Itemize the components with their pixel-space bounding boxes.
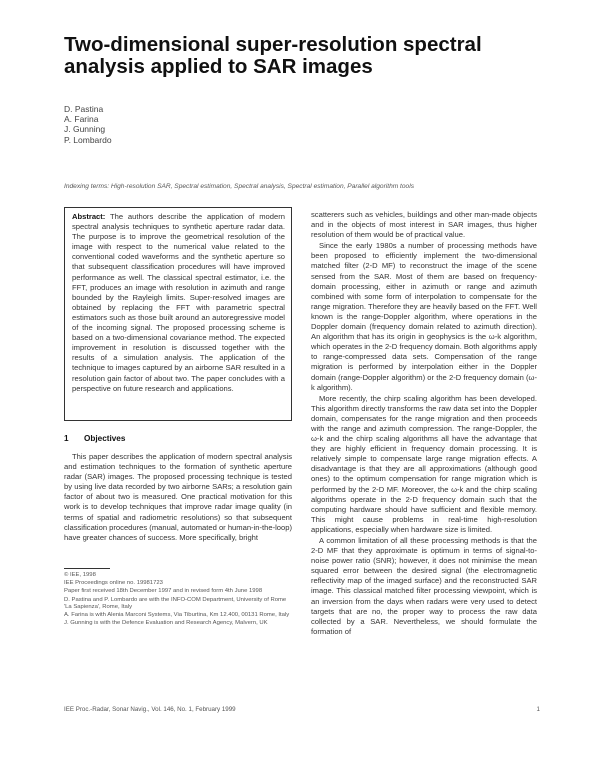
footnotes bbox=[64, 572, 292, 704]
journal-citation: IEE Proc.-Radar, Sonar Navig., Vol. 146, No. 1, February 1999 bbox=[64, 706, 236, 713]
footnote: A. Farina is with Alenia Marconi Systems, Via Tiburtina, Km 12.400, 00131 Rome, Italy bbox=[64, 612, 290, 619]
footnote-rule bbox=[64, 568, 110, 569]
abstract-label: Abstract: bbox=[72, 212, 106, 221]
abstract-text: The authors describe the application of modern spectral analysis techniques to synthetic aperture radar data. The purpose is to improve the geometrical resolution of the image with respect to the numerical value related to the conventional coded waveforms and the synthetic aperture so that subsequent classification procedures will have improved performance as well. The classical spectral estimator, i.e. the FFT, produces an image with resolution in azimuth and range bounded by the Rayleigh limits. Super-resolved images are obtained by replacing the FFT with parametric spectral estimators such as those built around an autoregressive model of the incoming signal. The proposed processing scheme is based on a two-dimensional covariance method. The expected improvement in resolution is discussed together with the results of a simulation analysis. The application of the technique to images captured by an airborne SAR resulted in a resolution gain factor of about two. The paper concludes with a perspective on future research and applications. bbox=[72, 212, 285, 393]
author: P. Lombardo bbox=[64, 134, 112, 145]
footnote: IEE Proceedings online no. 19981723 bbox=[64, 580, 163, 587]
body-paragraph: Since the early 1980s a number of processing methods have been proposed to efficiently implement the two-dimensional matched filter (2-D MF) to reconstruct the image of the scene sensed from the SAR. Most of them are based on frequency-domain processing, either in azimuth or range and azimuth combined with some form of interpolation to compensate for the range migration. Therefore they are heavily based on the FFT. Well known is the range-Doppler algorithm, where operations in the Doppler domain (frequency domain related to azimuth direction). An algorithm that has its origin in geophysics is the ω-k algorithm, which operates in the 2-D frequency domain. Both algorithms apply to range-compressed data sets. Compensation of the range migration is performed by interpolation either in the Doppler domain (range-Doppler algorithm) or the 2-D frequency domain (ω-k algorithm). bbox=[311, 241, 537, 392]
paper-title: Two-dimensional super-resolution spectral analysis applied to SAR images bbox=[64, 33, 482, 78]
footnote: © IEE, 1998 bbox=[64, 572, 96, 578]
author: A. Farina bbox=[64, 114, 99, 125]
abstract-box bbox=[64, 207, 292, 421]
body-paragraph: This paper describes the application of modern spectral analysis and estimation techniques to the formation of synthetic aperture radar (SAR) images. The proposed processing technique is tested by using live data recorded by two airborne SARs; a resolution gain factor of about two is measured. One practical motivation for this work is to develop techniques that improve radar image quality (in terms of spatial and radiometric resolutions) so that subsequent classification procedures (manual, automated or human-in-the-loop) have greater chances of success. More specifically, bright bbox=[64, 452, 292, 542]
section-title: Objectives bbox=[84, 434, 126, 443]
footnote: D. Pastina and P. Lombardo are with the INFO-COM Department, University of Rome 'La Sapienza', Rome, Italy bbox=[64, 596, 287, 610]
author: J. Gunning bbox=[64, 124, 106, 135]
footnote: J. Gunning is with the Defence Evaluation and Research Agency, Malvern, UK bbox=[64, 620, 268, 627]
body-paragraph: scatterers such as vehicles, buildings and other man-made objects and in the objects of most interest in SAR images, thus higher resolution of them would be of practical value. bbox=[311, 210, 537, 240]
body-paragraph: A common limitation of all these processing methods is that the 2-D MF that they approximate is optimum in terms of signal-to-noise power ratio (SNR); however, it does not minimise the mean squared error between the desired signal (the electromagnetic reflectivity map of the imaged surface) and the reconstructed SAR image. This classical matched filter processing viewpoint, which is an inversion from the days when radars were very used to detect targets that are no, the proper way to process the raw data collected by a SAR. Nevertheless, we should formulate the formation of bbox=[311, 536, 537, 636]
section-number: 1 bbox=[64, 434, 69, 443]
page-number: 1 bbox=[536, 706, 540, 713]
author-list bbox=[64, 104, 112, 145]
body-paragraph: More recently, the chirp scaling algorithm has been developed. This algorithm directly transforms the raw data set into the Doppler domain, compensates for the range migration and then proceeds with the range and azimuth compression. The range-Doppler, the ω-k and the chirp scaling algorithms all have the advantage that they are highly efficient in frequency domain processing. It is relatively simple to compensate large range migration effects. A disadvantage is that they are all approximations (although good ones) to the optimum compensation for range migration which is performed by the 2-D MF. Moreover, the ω-k and the chirp scaling algorithms operate in the 2-D frequency domain such that the computing hardware should have sufficient and flexible memory. This might cause problems in real-time high-resolution applications, especially when hardware size is limited. bbox=[311, 393, 537, 534]
body-column-right bbox=[311, 210, 537, 710]
body-column-left bbox=[64, 452, 292, 564]
section-heading bbox=[64, 434, 125, 443]
footnote: Paper first received 18th December 1997 and in revised form 4th June 1998 bbox=[64, 588, 263, 595]
indexing-terms: Indexing terms: High-resolution SAR, Spectral estimation, Spectral analysis, Spectral estimation, Parallel algorithm tools bbox=[64, 183, 414, 190]
author: D. Pastina bbox=[64, 104, 104, 114]
